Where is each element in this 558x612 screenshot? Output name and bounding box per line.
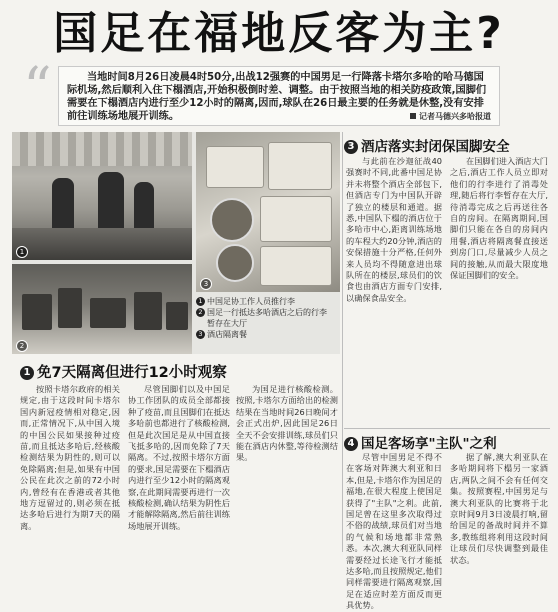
photo-bag bbox=[90, 298, 126, 328]
paragraph: 尽管国脚们以及中国足协工作团队的成员全部都接种了疫苗,而且国脚们在抵达多哈前也都进行了核酸检测,但是此次国足是从中国直接飞抵多哈的,因而免除了7天隔离。不过,按照卡塔尔方面的要求,国足需要在下榻酒店内进行至少12小时的隔离观察,在此期间需要再进行一次核酸检测,确认结果为阴性后才能解除隔离,然后前往训练场地展开训练。 bbox=[128, 384, 230, 531]
section-num: 3 bbox=[344, 140, 358, 154]
caption-line bbox=[196, 329, 340, 340]
photo-food-dish bbox=[216, 244, 254, 282]
caption-num: 1 bbox=[196, 297, 205, 306]
photo-airport-floor bbox=[12, 228, 192, 260]
byline-text: 记者马德兴多哈报道 bbox=[419, 112, 491, 121]
photo-bag bbox=[166, 302, 188, 330]
photo-food-box bbox=[260, 246, 332, 286]
lead-text: 当地时间8月26日凌晨4时50分,出战12强赛的中国男足一行降落卡塔尔多哈的哈马德国际机场,然后顺利入住下榻酒店,开始积极倒时差、调整。由于按照当地的相关防疫政策,国脚们需要在下榻酒店内进行至少12小时的隔离,因而,球队在26日最主要的任务就是休整,没有安排前往训练场地展开训练。 bbox=[67, 72, 487, 122]
quote-mark-icon: “ bbox=[23, 56, 52, 121]
section-4-column-1 bbox=[346, 452, 442, 611]
caption-line bbox=[196, 307, 340, 318]
lead-box bbox=[23, 56, 500, 126]
photo-bag bbox=[134, 292, 162, 330]
square-bullet-icon bbox=[410, 113, 416, 119]
section-1-title bbox=[20, 361, 227, 382]
photo-bag bbox=[22, 294, 52, 330]
section-4-title bbox=[344, 432, 497, 452]
paragraph: 按照卡塔尔政府的相关规定,由于这段时间卡塔尔国内新冠疫情相对稳定,因而,正常情况下,从中国入境的中国公民如果接种过疫苗,而且抵达多哈后,经核酸检测结果为阴性的,则可以免除隔离;但是,如果有中国公民在此次之前的72小时内,曾经有在香港或者其他地方逗留过的,则必须在抵达多哈后进行为期7天的隔离。 bbox=[20, 384, 120, 531]
photo-badge-3: 3 bbox=[200, 278, 212, 290]
photo-luggage bbox=[12, 264, 192, 354]
section-3-column-1 bbox=[346, 156, 442, 428]
section-title-text: 免7天隔离但进行12小时观察 bbox=[37, 365, 227, 381]
caption-text: 中国足协工作人员推行李 bbox=[207, 297, 295, 306]
column-divider bbox=[342, 132, 343, 552]
caption-line bbox=[196, 296, 340, 307]
photo-food bbox=[196, 132, 340, 292]
caption-text: 国足一行抵达多哈酒店之后的行李 bbox=[207, 308, 327, 317]
photo-food-dish bbox=[210, 198, 254, 242]
photo-food-box bbox=[268, 142, 332, 190]
section-title-text: 酒店落实封闭保国脚安全 bbox=[361, 139, 510, 155]
section-1-column-1 bbox=[20, 384, 120, 554]
section-1-column-3 bbox=[236, 384, 338, 554]
byline bbox=[410, 111, 491, 122]
paragraph: 在国脚们进入酒店大门之后,酒店工作人员立即对他们的行李进行了消毒处理,随后将行李暂存在大厅,待消毒完成之后再送往各自的房间。在隔离期间,国脚们只能在各自的房间内用餐,酒店将隔离餐直接送到房门口,尽量减少人员之间的接触,从而最大限度地保证国脚们的安全。 bbox=[450, 156, 548, 281]
paragraph: 与此前在沙迦征战40强赛时不同,此番中国足协并未将整个酒店全部包下,但酒店专门为中国队开辟了独立的楼层和通道。据悉,中国队下榻的酒店位于多哈市中心,距离训练场地的车程大约20分钟,酒店的安保措施十分严格,任何外来人员均不得随意进出球队所在的楼层,球员们的饮食也由酒店方面专门安排,以确保食品安全。 bbox=[346, 156, 442, 303]
section-num: 1 bbox=[20, 366, 34, 380]
caption-num: 2 bbox=[196, 308, 205, 317]
photo-bag bbox=[58, 288, 82, 328]
section-title-text: 国足客场享"主队"之利 bbox=[361, 436, 497, 452]
photo-badge-1: 1 bbox=[16, 246, 28, 258]
photo-food-box bbox=[206, 146, 264, 188]
section-3-column-2 bbox=[450, 156, 548, 428]
caption-line bbox=[196, 318, 340, 329]
caption-text: 酒店隔离餐 bbox=[207, 330, 247, 339]
section-3-title bbox=[344, 135, 510, 155]
section-4-column-2 bbox=[450, 452, 548, 565]
caption-text: 暂存在大厅 bbox=[207, 319, 247, 328]
section-num: 4 bbox=[344, 437, 358, 451]
photo-airport-ceiling bbox=[12, 132, 192, 166]
section-1-column-2 bbox=[128, 384, 230, 554]
paragraph: 为国足进行核酸检测。按照,卡塔尔方面给出的检测结果在当地时间26日晚间才会正式出炉,因此国足26日全天不会安排训练,球员们只能在酒店内休整,等待检测结果。 bbox=[236, 384, 338, 463]
paragraph: 据了解,澳大利亚队在多哈期间将下榻另一家酒店,两队之间不会有任何交集。按照赛程,中国男足与澳大利亚队的比赛将于北京时间9月3日凌晨打响,留给国足的备战时间并不算多,教练组将利用这段时间让球员们尽快调整到最佳状态。 bbox=[450, 452, 548, 565]
photo-block bbox=[12, 132, 340, 354]
paragraph: 尽管中国男足不得不在客场对阵澳大利亚和日本,但是,卡塔尔作为国足的福地,在很大程度上使国足获得了"主队"之利。此前,国足曾在这里多次取得过不俗的战绩,球员们对当地的气候和场地都非常熟悉。本次,澳大利亚队同样需要经过长途飞行才能抵达多哈,而且按照规定,他们同样需要进行隔离观察,国足在适应时差方面反而更具优势。 bbox=[346, 452, 442, 611]
caption-num: 3 bbox=[196, 330, 205, 339]
headline: 国足在福地反客为主? bbox=[53, 8, 505, 59]
section-divider bbox=[344, 428, 550, 429]
photo-captions bbox=[196, 296, 340, 354]
photo-food-box bbox=[260, 196, 332, 242]
photo-airport bbox=[12, 132, 192, 260]
photo-badge-2: 2 bbox=[16, 340, 28, 352]
